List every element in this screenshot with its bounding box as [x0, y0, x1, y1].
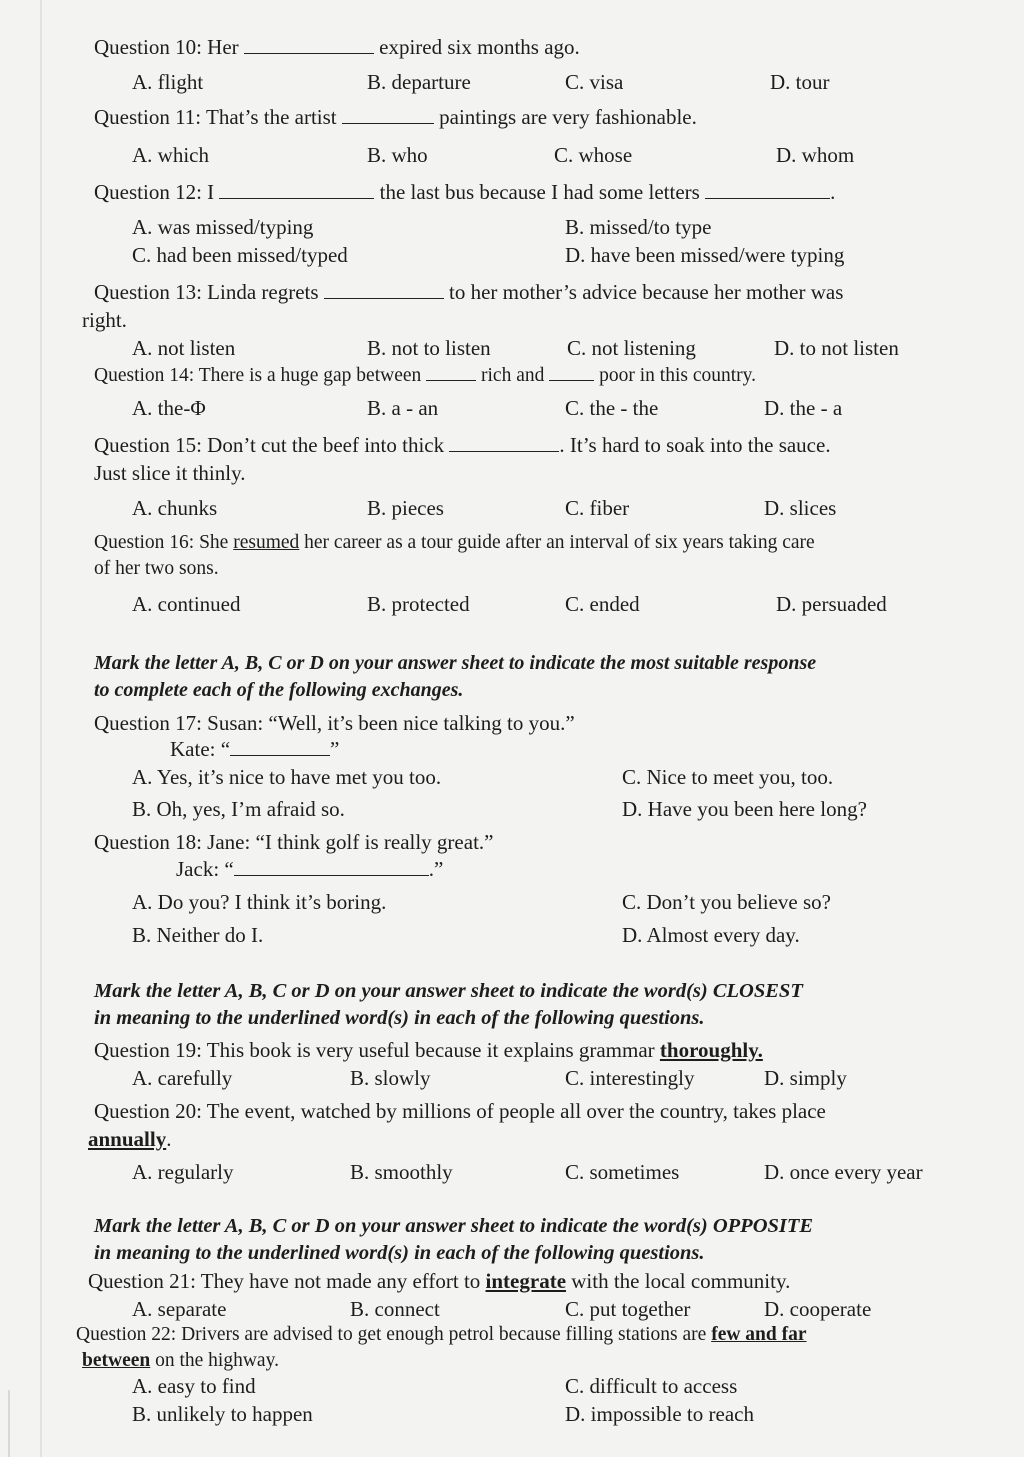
section-instruction-closest: Mark the letter A, B, C or D on your answer sheet to indicate the word(s) CLOSEST — [94, 980, 803, 1002]
section-instruction-opposite-2: in meaning to the underlined word(s) in each of the following questions. — [94, 1242, 705, 1264]
answer-blank — [449, 433, 559, 452]
option-b: B. a - an — [367, 396, 439, 420]
question-18-response: Jack: “ .” — [176, 857, 444, 881]
option-a: A. which — [132, 143, 209, 167]
option-c: C. Don’t you believe so? — [622, 890, 831, 914]
option-d: D. tour — [770, 70, 830, 94]
option-c: C. whose — [554, 143, 633, 167]
question-22: Question 22: Drivers are advised to get enough petrol because filling stations are few and far — [76, 1324, 807, 1345]
option-c: C. put together — [565, 1297, 691, 1321]
answer-blank — [219, 180, 374, 199]
option-a: A. chunks — [132, 496, 218, 520]
question-15: Question 15: Don’t cut the beef into thick . It’s hard to soak into the sauce. — [94, 433, 831, 457]
question-16: Question 16: She resumed her career as a tour guide after an interval of six years taking care — [94, 532, 815, 553]
option-b: B. slowly — [350, 1066, 431, 1090]
option-d: D. Almost every day. — [622, 923, 800, 947]
option-b: B. pieces — [367, 496, 444, 520]
option-c: C. the - the — [565, 396, 659, 420]
option-d: D. the - a — [764, 396, 843, 420]
option-c: C. difficult to access — [565, 1374, 738, 1398]
option-a: A. continued — [132, 592, 241, 616]
underlined-word: integrate — [485, 1269, 567, 1293]
option-c: C. visa — [565, 70, 624, 94]
option-a: A. separate — [132, 1297, 227, 1321]
option-a: A. Yes, it’s nice to have met you too. — [132, 765, 442, 789]
question-17-response: Kate: “ ” — [170, 737, 340, 761]
option-d: D. impossible to reach — [565, 1402, 754, 1426]
option-a: A. Do you? I think it’s boring. — [132, 890, 387, 914]
option-d: D. cooperate — [764, 1297, 872, 1321]
answer-blank — [244, 35, 374, 54]
question-19: Question 19: This book is very useful because it explains grammar thoroughly. — [94, 1038, 763, 1062]
answer-blank — [426, 362, 476, 381]
option-b: B. connect — [350, 1297, 440, 1321]
section-instruction-closest-2: in meaning to the underlined word(s) in each of the following questions. — [94, 1007, 705, 1029]
answer-blank — [324, 280, 444, 299]
question-14: Question 14: There is a huge gap between rich and poor in this country. — [94, 362, 756, 389]
option-d: D. once every year — [764, 1160, 923, 1184]
option-a: A. not listen — [132, 336, 236, 360]
option-c: C. had been missed/typed — [132, 243, 348, 267]
answer-blank — [705, 180, 830, 199]
question-17: Question 17: Susan: “Well, it’s been nice talking to you.” — [94, 711, 575, 735]
question-18: Question 18: Jane: “I think golf is really great.” — [94, 830, 494, 854]
option-d: D. have been missed/were typing — [565, 243, 845, 267]
answer-blank — [549, 362, 594, 381]
option-d: D. whom — [776, 143, 855, 167]
option-a: A. regularly — [132, 1160, 234, 1184]
option-c: C. fiber — [565, 496, 630, 520]
option-a: A. was missed/typing — [132, 215, 314, 239]
underlined-word: thoroughly. — [659, 1038, 763, 1062]
section-instruction-opposite: Mark the letter A, B, C or D on your answer sheet to indicate the word(s) OPPOSITE — [94, 1215, 814, 1237]
section-instruction-exchanges-2: to complete each of the following exchanges. — [94, 679, 464, 701]
option-b: B. Neither do I. — [132, 923, 264, 947]
question-20-continued: annually. — [88, 1127, 172, 1151]
question-10: Question 10: Her expired six months ago. — [94, 35, 580, 59]
option-d: D. persuaded — [776, 592, 887, 616]
option-b: B. unlikely to happen — [132, 1402, 313, 1426]
option-c: C. Nice to meet you, too. — [622, 765, 834, 789]
section-instruction-exchanges: Mark the letter A, B, C or D on your answer sheet to indicate the most suitable response — [94, 652, 817, 674]
option-b: B. protected — [367, 592, 470, 616]
question-16-continued: of her two sons. — [94, 558, 219, 579]
option-b: B. not to listen — [367, 336, 491, 360]
option-d: D. simply — [764, 1066, 847, 1090]
question-22-continued: between on the highway. — [82, 1350, 279, 1371]
question-12: Question 12: I the last bus because I had some letters . — [94, 180, 836, 204]
question-11: Question 11: That’s the artist paintings are very fashionable. — [94, 105, 697, 129]
option-b: B. who — [367, 143, 428, 167]
option-d: D. slices — [764, 496, 837, 520]
underlined-word: between — [82, 1350, 151, 1371]
option-c: C. sometimes — [565, 1160, 680, 1184]
question-20: Question 20: The event, watched by millions of people all over the country, takes place — [94, 1099, 826, 1123]
option-a: A. flight — [132, 70, 204, 94]
answer-blank — [234, 857, 429, 876]
option-b: B. missed/to type — [565, 215, 712, 239]
answer-blank — [230, 737, 330, 756]
underlined-word: resumed — [233, 532, 300, 553]
underlined-word: annually — [88, 1127, 167, 1151]
option-b: B. Oh, yes, I’m afraid so. — [132, 797, 345, 821]
answer-blank — [342, 105, 434, 124]
option-d: D. to not listen — [774, 336, 899, 360]
question-13-continued: right. — [82, 308, 127, 332]
option-a: A. the-Φ — [132, 396, 206, 420]
underlined-word: few and far — [711, 1324, 807, 1345]
question-13: Question 13: Linda regrets to her mother’s advice because her mother was — [94, 280, 844, 304]
option-b: B. departure — [367, 70, 471, 94]
option-c: C. interestingly — [565, 1066, 695, 1090]
option-a: A. easy to find — [132, 1374, 256, 1398]
question-21: Question 21: They have not made any effort to integrate with the local community. — [88, 1269, 791, 1293]
option-c: C. ended — [565, 592, 640, 616]
option-b: B. smoothly — [350, 1160, 453, 1184]
option-c: C. not listening — [567, 336, 696, 360]
option-a: A. carefully — [132, 1066, 233, 1090]
question-15-continued: Just slice it thinly. — [94, 461, 246, 485]
option-d: D. Have you been here long? — [622, 797, 867, 821]
